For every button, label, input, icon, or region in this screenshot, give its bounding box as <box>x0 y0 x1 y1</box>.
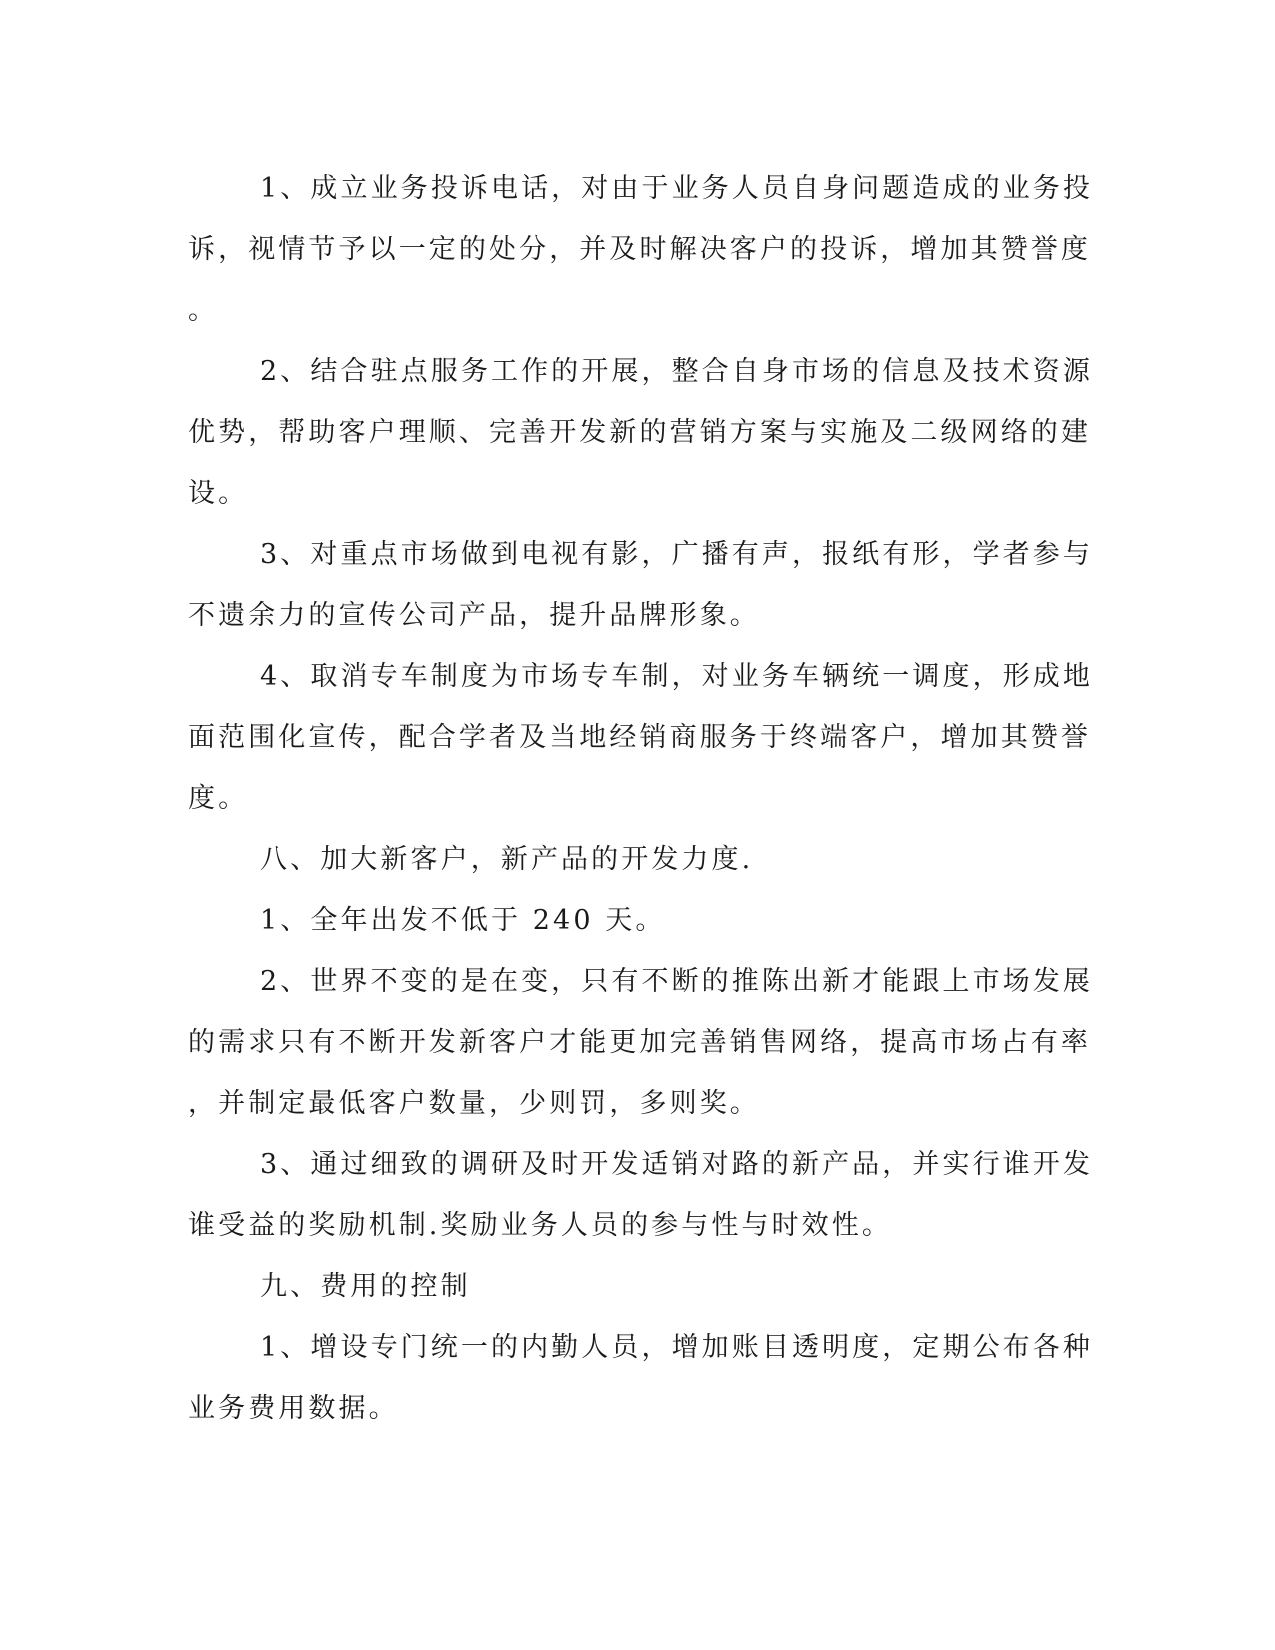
text-line: 不遗余力的宣传公司产品，提升品牌形象。 <box>188 600 760 631</box>
text-line: 谁受益的奖励机制.奖励业务人员的参与性与时效性。 <box>188 1210 892 1241</box>
text-line: 优势，帮助客户理顺、完善开发新的营销方案与实施及二级网络的建 <box>188 417 1091 448</box>
text-line: 业务费用数据。 <box>188 1393 399 1424</box>
text-line: 的需求只有不断开发新客户才能更加完善销售网络，提高市场占有率 <box>188 1027 1091 1058</box>
document-body <box>188 158 1093 1439</box>
text-line: 1、成立业务投诉电话，对由于业务人员自身问题造成的业务投 <box>260 173 1093 204</box>
text-line: 1、全年出发不低于 240 天。 <box>260 905 666 936</box>
text-line: 面范围化宣传，配合学者及当地经销商服务于终端客户，增加其赞誉 <box>188 722 1091 753</box>
text-line: 2、世界不变的是在变，只有不断的推陈出新才能跟上市场发展 <box>260 966 1093 997</box>
text-line: 诉，视情节予以一定的处分，并及时解决客户的投诉，增加其赞誉度 <box>188 234 1091 265</box>
text-line: 。 <box>188 295 219 326</box>
text-line: 2、结合驻点服务工作的开展，整合自身市场的信息及技术资源 <box>260 356 1093 387</box>
text-line: 4、取消专车制度为市场专车制，对业务车辆统一调度，形成地 <box>260 661 1093 692</box>
text-line: 1、增设专门统一的内勤人员，增加账目透明度，定期公布各种 <box>260 1332 1093 1363</box>
section-heading: 九、费用的控制 <box>260 1271 471 1302</box>
text-line: ，并制定最低客户数量，少则罚，多则奖。 <box>188 1088 760 1119</box>
text-line: 设。 <box>188 478 249 509</box>
text-line: 度。 <box>188 783 249 814</box>
section-heading: 八、加大新客户，新产品的开发力度. <box>260 844 754 875</box>
text-line: 3、对重点市场做到电视有影，广播有声，报纸有形，学者参与 <box>260 539 1093 570</box>
text-line: 3、通过细致的调研及时开发适销对路的新产品，并实行谁开发 <box>260 1149 1093 1180</box>
